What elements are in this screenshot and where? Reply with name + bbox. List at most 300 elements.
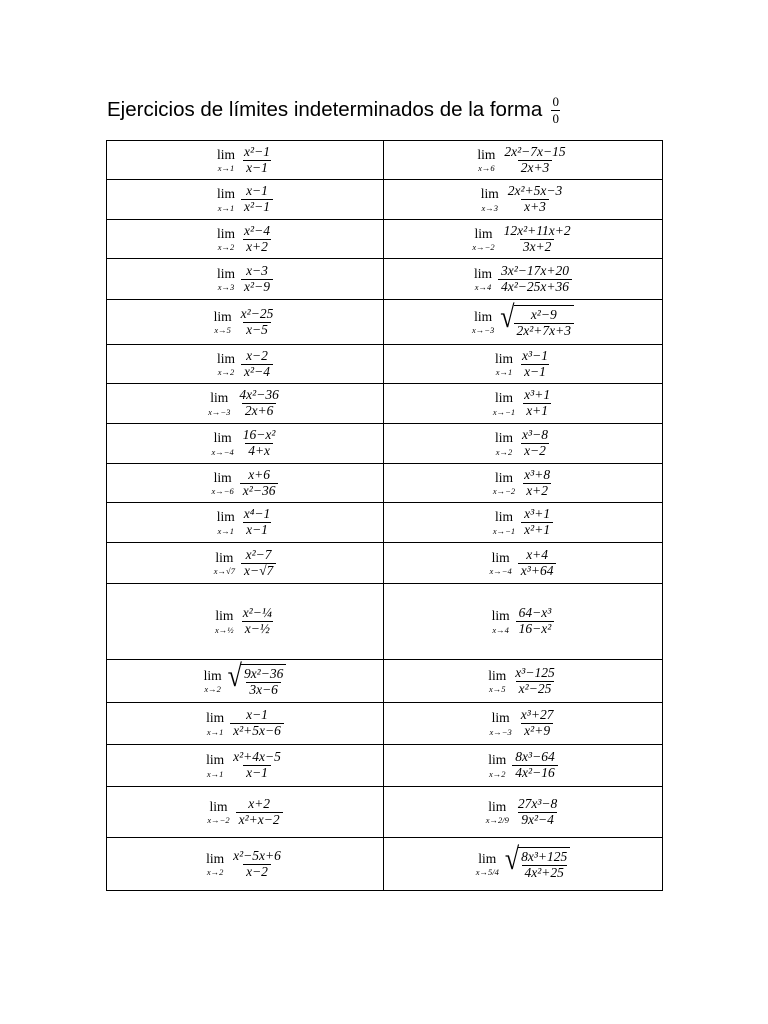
limit-expression: [212, 428, 279, 459]
fraction: [519, 428, 551, 459]
denominator: 4x²−16: [512, 765, 557, 781]
limit-approach: x→2: [489, 768, 506, 779]
fraction: [241, 667, 286, 698]
numerator: x³+1: [524, 506, 551, 522]
fraction: [501, 145, 568, 176]
exercise-row: [107, 345, 663, 384]
limit-word: lim: [495, 430, 514, 445]
denominator: x−2: [243, 864, 271, 880]
limit-approach: x→1: [217, 525, 234, 536]
limit-operator: [495, 431, 513, 456]
numerator: 8x³+125: [521, 849, 568, 865]
numerator: x³+1: [524, 387, 551, 403]
limit-operator: [217, 267, 235, 292]
limit-operator: [481, 187, 499, 212]
limit-word: lim: [474, 225, 493, 241]
limit-word: lim: [491, 608, 510, 623]
limit-operator: [212, 471, 234, 496]
fraction: [240, 428, 279, 459]
exercise-cell-left: [107, 660, 384, 703]
limit-operator: [206, 753, 224, 778]
exercise-cell-right: [384, 180, 663, 220]
limit-operator: [217, 148, 235, 173]
limit-expression: [217, 507, 274, 538]
numerator: 12x²+11x+2: [503, 222, 571, 238]
limit-approach: x→−2: [207, 815, 230, 825]
exercise-cell-right: [384, 345, 663, 384]
limit-expression: [490, 548, 557, 579]
denominator: x−2: [521, 443, 549, 459]
limit-operator: [217, 352, 235, 377]
limit-expression: [474, 264, 572, 295]
limit-approach: x→3: [481, 202, 498, 213]
exercise-row: [107, 584, 663, 660]
limit-expression: [493, 388, 553, 419]
exercise-cell-right: [384, 141, 663, 180]
exercise-cell-right: [384, 703, 663, 745]
radical-sign: √: [504, 841, 520, 877]
limit-expression: [493, 507, 553, 538]
limit-word: lim: [217, 225, 236, 241]
exercise-cell-right: [384, 220, 663, 259]
limit-operator: [472, 227, 494, 252]
exercise-row: [107, 703, 663, 745]
fraction: [514, 308, 575, 339]
limit-approach: x→6: [478, 163, 495, 173]
exercise-cell-left: [107, 141, 384, 180]
limit-word: lim: [217, 265, 236, 281]
limit-operator: [214, 551, 235, 576]
fraction: [518, 850, 570, 881]
limit-word: lim: [213, 469, 232, 485]
numerator: 8x³−64: [515, 749, 555, 765]
limit-expression: [481, 184, 566, 215]
limit-expression: [490, 708, 557, 739]
exercise-row: [107, 745, 663, 787]
fraction: [498, 264, 572, 295]
limit-operator: [215, 609, 234, 634]
limit-operator: [486, 800, 509, 825]
limit-expression: [203, 658, 287, 698]
exercise-cell-right: [384, 384, 663, 424]
exercise-cell-left: [107, 543, 384, 584]
limit-expression: [217, 145, 273, 176]
denominator: x+2: [243, 239, 271, 255]
numerator: x³−1: [522, 347, 548, 363]
denominator: x³+64: [518, 563, 557, 579]
numerator: 3x²−17x+20: [501, 262, 570, 278]
limit-operator: [207, 800, 229, 825]
numerator: x²−¼: [242, 605, 272, 621]
denominator: 2x²+7x+3: [514, 323, 575, 339]
denominator: x+2: [523, 483, 551, 499]
square-root: [227, 658, 287, 698]
limit-approach: x→√7: [213, 566, 235, 576]
limit-word: lim: [217, 186, 236, 201]
limit-approach: x→−2: [472, 242, 495, 252]
exercise-cell-left: [107, 300, 384, 345]
limit-operator: [206, 852, 224, 877]
numerator: 16−x²: [242, 427, 276, 443]
limit-approach: x→1: [206, 726, 224, 737]
limit-expression: [207, 797, 282, 828]
limit-expression: [477, 145, 568, 176]
exercise-row: [107, 424, 663, 464]
denominator: x²+5x−6: [230, 723, 284, 739]
limit-word: lim: [495, 350, 514, 366]
limit-word: lim: [216, 509, 235, 524]
denominator: x+3: [521, 199, 549, 215]
exercise-cell-right: [384, 787, 663, 838]
denominator: x−1: [243, 160, 271, 176]
fraction: [241, 184, 273, 215]
denominator: 2x+3: [518, 160, 553, 176]
limit-expression: [488, 666, 557, 697]
limit-expression: [472, 224, 573, 255]
limit-operator: [208, 391, 230, 416]
fraction: [230, 708, 284, 739]
numerator: 27x³−8: [517, 795, 558, 811]
fraction: [512, 750, 557, 781]
limit-operator: [492, 609, 510, 634]
limit-approach: x→−3: [208, 406, 231, 417]
limit-expression: [206, 708, 284, 739]
exercise-cell-left: [107, 703, 384, 745]
exercise-cell-right: [384, 660, 663, 703]
limit-approach: x→2/9: [485, 815, 509, 825]
limit-word: lim: [217, 146, 236, 162]
limit-operator: [488, 753, 506, 778]
exercise-cell-left: [107, 745, 384, 787]
denominator: 4x²−25x+36: [498, 279, 572, 295]
exercise-cell-right: [384, 543, 663, 584]
limit-operator: [474, 267, 492, 292]
limit-approach: x→2: [495, 446, 513, 457]
fraction: [521, 468, 553, 499]
exercise-cell-left: [107, 384, 384, 424]
denominator: x²−4: [241, 364, 273, 380]
exercise-row: [107, 384, 663, 424]
limit-word: lim: [474, 308, 493, 324]
limit-word: lim: [213, 430, 232, 445]
limit-word: lim: [477, 146, 496, 162]
limit-word: lim: [495, 509, 514, 524]
exercise-cell-right: [384, 300, 663, 345]
limit-expression: [493, 468, 553, 499]
exercise-cell-right: [384, 424, 663, 464]
denominator: x²−1: [241, 199, 273, 215]
limit-word: lim: [491, 710, 510, 725]
limit-word: lim: [217, 350, 236, 366]
exercise-row: [107, 464, 663, 503]
limit-word: lim: [495, 469, 514, 485]
exercise-cell-left: [107, 259, 384, 300]
limit-expression: [217, 184, 273, 215]
numerator: x−3: [246, 262, 268, 278]
limit-expression: [217, 349, 273, 380]
limit-expression: [475, 841, 571, 881]
limit-approach: x→2: [217, 242, 235, 252]
exercise-cell-left: [107, 345, 384, 384]
limit-approach: x→−6: [211, 486, 234, 496]
denominator: 3x−6: [246, 682, 281, 698]
limit-word: lim: [491, 549, 510, 565]
fraction: [512, 666, 557, 697]
fraction: [241, 264, 273, 295]
limit-operator: [472, 310, 494, 335]
limit-operator: [204, 669, 222, 694]
limit-approach: x→1: [217, 163, 235, 173]
numerator: x³−8: [522, 427, 548, 443]
limit-approach: x→3: [217, 282, 235, 292]
fraction: [519, 349, 551, 380]
limit-expression: [495, 349, 551, 380]
limit-word: lim: [206, 752, 225, 767]
limit-operator: [217, 510, 235, 535]
numerator: x³+27: [520, 707, 554, 723]
exercise-row: [107, 660, 663, 703]
numerator: x+6: [248, 466, 271, 482]
denominator: x²−25: [516, 681, 555, 697]
limit-word: lim: [495, 390, 514, 405]
limit-operator: [490, 711, 512, 736]
limit-approach: x→−4: [211, 446, 234, 457]
limit-word: lim: [473, 265, 492, 281]
exercise-cell-right: [384, 259, 663, 300]
numerator: x+4: [526, 546, 549, 562]
limit-operator: [477, 148, 495, 173]
exercise-cell-left: [107, 584, 384, 660]
limit-approach: x→−1: [492, 406, 516, 417]
limit-word: lim: [480, 186, 499, 201]
numerator: x+2: [248, 795, 271, 811]
denominator: x²+9: [521, 723, 553, 739]
exercise-row: [107, 838, 663, 891]
limit-approach: x→5/4: [475, 867, 499, 877]
numerator: x⁴−1: [243, 506, 271, 522]
denominator: x−1: [243, 522, 271, 538]
denominator: x−√7: [241, 563, 276, 579]
fraction: [521, 507, 553, 538]
numerator: x−1: [246, 707, 268, 723]
fraction: [515, 797, 560, 828]
limit-word: lim: [215, 549, 234, 565]
limit-word: lim: [488, 667, 507, 683]
exercise-row: [107, 259, 663, 300]
denominator: x−½: [242, 621, 273, 637]
limit-approach: x→−3: [471, 325, 495, 335]
limit-operator: [214, 310, 232, 335]
limit-word: lim: [488, 752, 507, 767]
fraction: [238, 307, 277, 338]
limit-approach: x→−4: [489, 566, 512, 576]
exercise-row: [107, 220, 663, 259]
numerator: x²−7: [245, 546, 272, 562]
limit-word: lim: [215, 608, 234, 623]
exercises-table-body: [107, 141, 663, 891]
limit-expression: [214, 548, 276, 579]
limit-approach: x→1: [217, 202, 235, 213]
limit-operator: [493, 391, 515, 416]
limit-approach: x→−1: [492, 525, 516, 536]
denominator: x²+1: [521, 522, 553, 538]
limit-approach: x→5: [489, 684, 506, 694]
limit-expression: [212, 468, 279, 499]
fraction: [518, 548, 557, 579]
exercises-table: [106, 140, 663, 891]
denominator: 3x+2: [520, 239, 555, 255]
limit-operator: [217, 227, 235, 252]
numerator: x²−1: [244, 143, 270, 159]
numerator: x³+8: [524, 466, 551, 482]
fraction: [521, 388, 553, 419]
fraction: [241, 507, 274, 538]
limit-operator: [476, 852, 499, 877]
denominator: x²−9: [241, 279, 273, 295]
limit-operator: [493, 510, 515, 535]
denominator: 4+x: [245, 443, 273, 459]
limit-approach: x→2: [217, 367, 235, 377]
limit-approach: x→½: [215, 624, 234, 635]
numerator: 2x²−7x−15: [504, 143, 566, 159]
numerator: x²−9: [530, 307, 557, 323]
limit-expression: [215, 606, 275, 637]
numerator: 2x²+5x−3: [507, 183, 563, 199]
numerator: x²+4x−5: [233, 749, 281, 765]
limit-operator: [206, 711, 224, 736]
exercise-row: [107, 503, 663, 543]
limit-word: lim: [209, 798, 228, 814]
limit-word: lim: [478, 850, 497, 866]
numerator: x³−125: [515, 664, 555, 680]
limit-word: lim: [203, 667, 222, 683]
denominator: x+1: [523, 403, 551, 419]
fraction: [240, 468, 279, 499]
fraction: [230, 750, 284, 781]
exercise-cell-left: [107, 220, 384, 259]
limit-word: lim: [206, 710, 225, 725]
exercise-row: [107, 300, 663, 345]
denominator: x−1: [243, 765, 271, 781]
limit-approach: x→1: [495, 367, 513, 377]
numerator: 64−x³: [518, 605, 552, 621]
fraction: [236, 797, 283, 828]
limit-expression: [486, 797, 561, 828]
exercise-cell-left: [107, 787, 384, 838]
title-fraction-denominator: 0: [552, 110, 559, 126]
fraction: [518, 708, 557, 739]
fraction: [241, 548, 276, 579]
fraction: [516, 606, 555, 637]
title-fraction: [551, 95, 560, 126]
fraction: [241, 349, 273, 380]
numerator: 4x²−36: [239, 387, 279, 403]
limit-operator: [488, 669, 506, 694]
numerator: 9x²−36: [243, 666, 284, 682]
title-fraction-numerator: 0: [552, 93, 559, 109]
square-root: [504, 841, 570, 881]
fraction: [501, 224, 574, 255]
limit-word: lim: [210, 390, 229, 405]
exercise-row: [107, 787, 663, 838]
denominator: 2x+6: [242, 403, 277, 419]
fraction: [241, 224, 273, 255]
denominator: x−1: [521, 364, 549, 380]
denominator: 4x²+25: [522, 865, 567, 881]
exercise-cell-right: [384, 464, 663, 503]
numerator: x²−25: [240, 305, 274, 321]
limit-operator: [217, 187, 235, 212]
title-text: Ejercicios de límites indeterminados de la forma: [107, 98, 543, 121]
exercise-cell-left: [107, 180, 384, 220]
limit-expression: [471, 299, 574, 339]
radicand: [518, 847, 570, 881]
numerator: x−1: [246, 183, 268, 199]
limit-word: lim: [206, 850, 225, 866]
limit-operator: [212, 431, 234, 456]
limit-approach: x→4: [492, 624, 509, 635]
fraction: [240, 606, 275, 637]
radicand: [514, 305, 575, 339]
limit-approach: x→−2: [492, 486, 516, 496]
limit-approach: x→2: [204, 684, 221, 694]
limit-expression: [206, 750, 284, 781]
denominator: 9x²−4: [518, 812, 557, 828]
denominator: x−5: [243, 322, 271, 338]
limit-operator: [495, 352, 513, 377]
limit-expression: [495, 428, 551, 459]
limit-expression: [492, 606, 555, 637]
exercise-cell-left: [107, 424, 384, 464]
exercise-row: [107, 180, 663, 220]
exercise-cell-right: [384, 503, 663, 543]
radical-sign: √: [227, 658, 242, 694]
limit-expression: [217, 224, 273, 255]
exercise-cell-left: [107, 838, 384, 891]
numerator: x²−5x+6: [233, 847, 281, 863]
exercise-cell-left: [107, 464, 384, 503]
radical-sign: √: [500, 299, 515, 335]
limit-operator: [490, 551, 512, 576]
limit-operator: [493, 471, 515, 496]
fraction: [230, 849, 284, 880]
square-root: [500, 299, 574, 339]
numerator: x−2: [246, 347, 268, 363]
denominator: x²+x−2: [236, 812, 283, 828]
limit-approach: x→1: [206, 768, 224, 779]
exercise-cell-right: [384, 838, 663, 891]
limit-expression: [206, 849, 284, 880]
limit-expression: [217, 264, 273, 295]
limit-expression: [214, 307, 277, 338]
limit-approach: x→4: [474, 282, 492, 292]
fraction: [505, 184, 566, 215]
limit-approach: x→−3: [489, 726, 512, 737]
exercise-cell-right: [384, 745, 663, 787]
limit-expression: [208, 388, 282, 419]
limit-expression: [488, 750, 557, 781]
limit-word: lim: [488, 798, 507, 814]
denominator: x²−36: [240, 483, 279, 499]
limit-approach: x→2: [206, 867, 224, 877]
fraction: [236, 388, 281, 419]
numerator: x²−4: [244, 222, 270, 238]
denominator: 16−x²: [516, 621, 555, 637]
exercise-row: [107, 141, 663, 180]
limit-approach: x→5: [214, 325, 231, 335]
fraction: [241, 145, 273, 176]
exercise-cell-left: [107, 503, 384, 543]
